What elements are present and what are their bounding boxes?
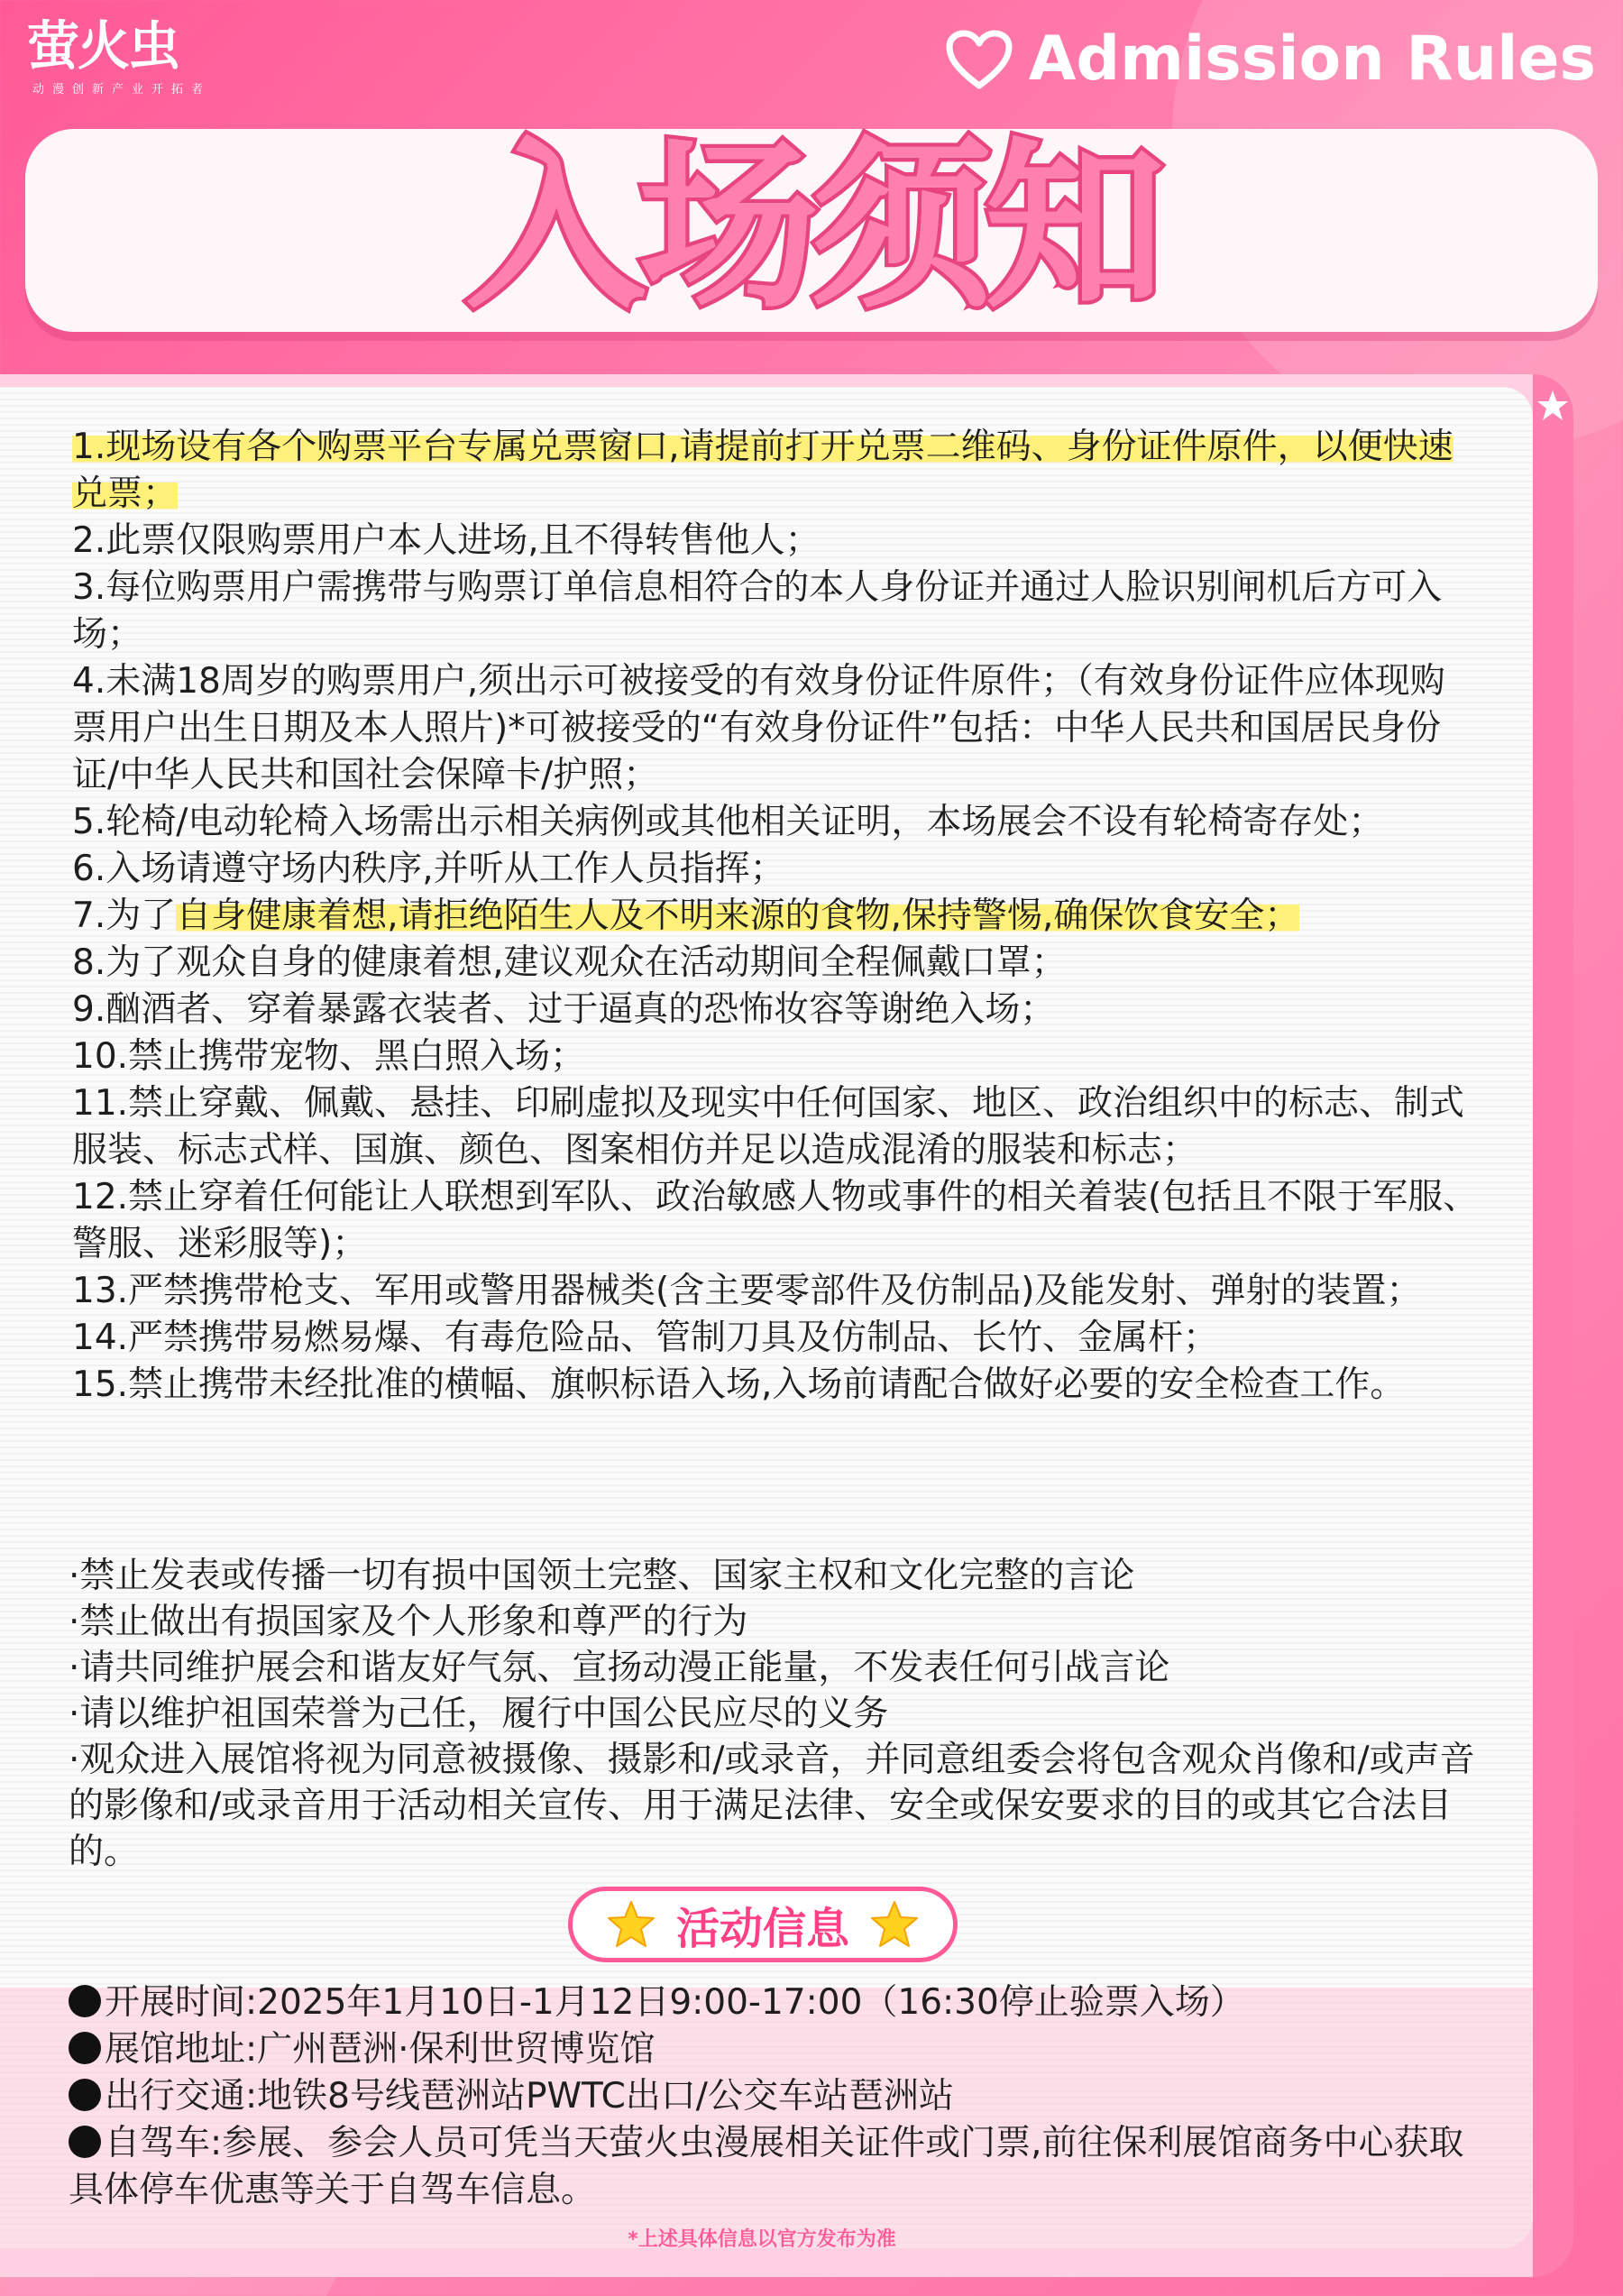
- card-stripe: [1533, 374, 1573, 2277]
- bullet-dot: [69, 2079, 101, 2111]
- rule-text: 1.现场设有各个购票平台专属兑票窗口,请提前打开兑票二维码、身份证件原件，以便快速兑票；: [72, 427, 1453, 514]
- rule-text: 8.为了观众自身的健康着想,建议观众在活动期间全程佩戴口罩；: [72, 942, 1067, 983]
- rule-text: 9.酗酒者、穿着暴露衣装者、过于逼真的恐怖妆容等谢绝入场；: [72, 989, 1056, 1030]
- rule-item: [72, 1362, 1479, 1409]
- rule-item: [72, 799, 1479, 846]
- info-text: 开展时间:2025年1月10日-1月12日9:00-17:00（16:30停止验票入场）: [105, 1982, 1245, 2023]
- info-list: [69, 1979, 1493, 2214]
- info-item: [69, 2120, 1493, 2214]
- bullet-dot: [69, 2032, 101, 2064]
- star-icon: [1536, 390, 1569, 422]
- note-item: ·请以维护祖国荣誉为己任，履行中国公民应尽的义务: [69, 1694, 889, 1734]
- info-text: 出行交通:地铁8号线琶洲站PWTC出口/公交车站琶洲站: [105, 2076, 954, 2117]
- info-title: 活动信息: [675, 1903, 849, 1954]
- rule-text: 14.严禁携带易燃易爆、有毒危险品、管制刀具及仿制品、长竹、金属杆；: [72, 1318, 1219, 1358]
- rule-text: 5.轮椅/电动轮椅入场需出示相关病例或其他相关证明，本场展会不设有轮椅寄存处；: [72, 802, 1384, 842]
- rule-text: 15.禁止携带未经批准的横幅、旗帜标语入场,入场前请配合做好必要的安全检查工作。: [72, 1364, 1406, 1405]
- info-text: 展馆地址:广州琶洲·保利世贸博览馆: [105, 2029, 656, 2070]
- info-item: [69, 2073, 1493, 2120]
- footnote: *上述具体信息以官方发布为准: [628, 2228, 896, 2251]
- rule-text: 4.未满18周岁的购票用户,须出示可被接受的有效身份证件原件；（有效身份证件应体现购票用户出生日期及本人照片)*可被接受的“有效身份证件”包括：中华人民共和国居民身份证/中华人民共和国社会保障卡/护照；: [72, 661, 1445, 795]
- rule-text: 12.禁止穿着任何能让人联想到军队、政治敏感人物或事件的相关着装(包括且不限于军服、警服、迷彩服等)；: [72, 1177, 1479, 1264]
- rule-item: [72, 846, 1479, 893]
- rule-text: 3.每位购票用户需携带与购票订单信息相符合的本人身份证并通过人脸识别闸机后方可入场；: [72, 567, 1443, 655]
- rule-text: 11.禁止穿戴、佩戴、悬挂、印刷虚拟及现实中任何国家、地区、政治组织中的标志、制式服装、标志式样、国旗、颜色、图案相仿并足以造成混淆的服装和标志；: [72, 1083, 1465, 1171]
- note-item: ·禁止发表或传播一切有损中国领土完整、国家主权和文化完整的言论: [69, 1556, 1135, 1596]
- info-star-icon: [606, 1900, 656, 1949]
- rule-item: [72, 658, 1479, 799]
- title-banner: [25, 122, 1598, 333]
- rule-text: 13.严禁携带枪支、军用或警用器械类(含主要零部件及仿制品)及能发射、弹射的装置；: [72, 1271, 1422, 1311]
- info-star-icon: [869, 1900, 920, 1949]
- rule-text: 10.禁止携带宠物、黑白照入场；: [72, 1036, 586, 1077]
- logo-subtitle: 动漫创新产业开拓者: [32, 83, 212, 96]
- logo: [27, 15, 212, 96]
- logo-text: 萤火虫: [27, 15, 179, 77]
- rule-item: [72, 565, 1479, 658]
- admission-rules-heading: [946, 23, 1596, 95]
- rule-text: 7.为了: [72, 895, 177, 936]
- note-item: ·观众进入展馆将视为同意被摄像、摄影和/或录音，并同意组委会将包含观众肖像和/或声音的影像和/或录音用于活动相关宣传、用于满足法律、安全或保安要求的目的或其它合法目的。: [69, 1740, 1475, 1872]
- bullet-dot: [69, 1985, 101, 2017]
- rule-text: 6.入场请遵守场内秩序,并听从工作人员指挥；: [72, 849, 785, 889]
- note-item: ·禁止做出有损国家及个人形象和尊严的行为: [69, 1602, 748, 1642]
- rule-text: 2.此票仅限购票用户本人进场,且不得转售他人；: [72, 520, 821, 561]
- info-text: 自驾车:参展、参会人员可凭当天萤火虫漫展相关证件或门票,前往保利展馆商务中心获取具体停车优惠等关于自驾车信息。: [69, 2123, 1464, 2210]
- rule-item: [72, 987, 1479, 1033]
- info-item: [69, 1979, 1493, 2026]
- info-item: [69, 2026, 1493, 2073]
- note-item: ·请共同维护展会和谐友好气氛、宣扬动漫正能量，不发表任何引战言论: [69, 1648, 1170, 1688]
- rules-list: [72, 424, 1479, 1409]
- rule-item: [72, 940, 1479, 987]
- info-header: [568, 1887, 958, 1962]
- rule-highlight: 自身健康着想,请拒绝陌生人及不明来源的食物,保持警惕,确保饮食安全；: [176, 895, 1300, 936]
- rule-item: [72, 1315, 1479, 1362]
- rule-item: [72, 518, 1479, 565]
- rule-item: [72, 1080, 1479, 1174]
- notes-list: [69, 1553, 1493, 1875]
- heart-icon: [946, 30, 1013, 89]
- admission-rules-label: Admission Rules: [1028, 23, 1596, 95]
- rule-item: [72, 1268, 1479, 1315]
- rule-item: [72, 893, 1479, 940]
- rule-item: [72, 1033, 1479, 1080]
- rule-item: [72, 424, 1479, 518]
- bullet-dot: [69, 2126, 101, 2158]
- page-title: 入场须知: [464, 122, 1158, 333]
- header: [0, 0, 1623, 126]
- rule-item: [72, 1174, 1479, 1268]
